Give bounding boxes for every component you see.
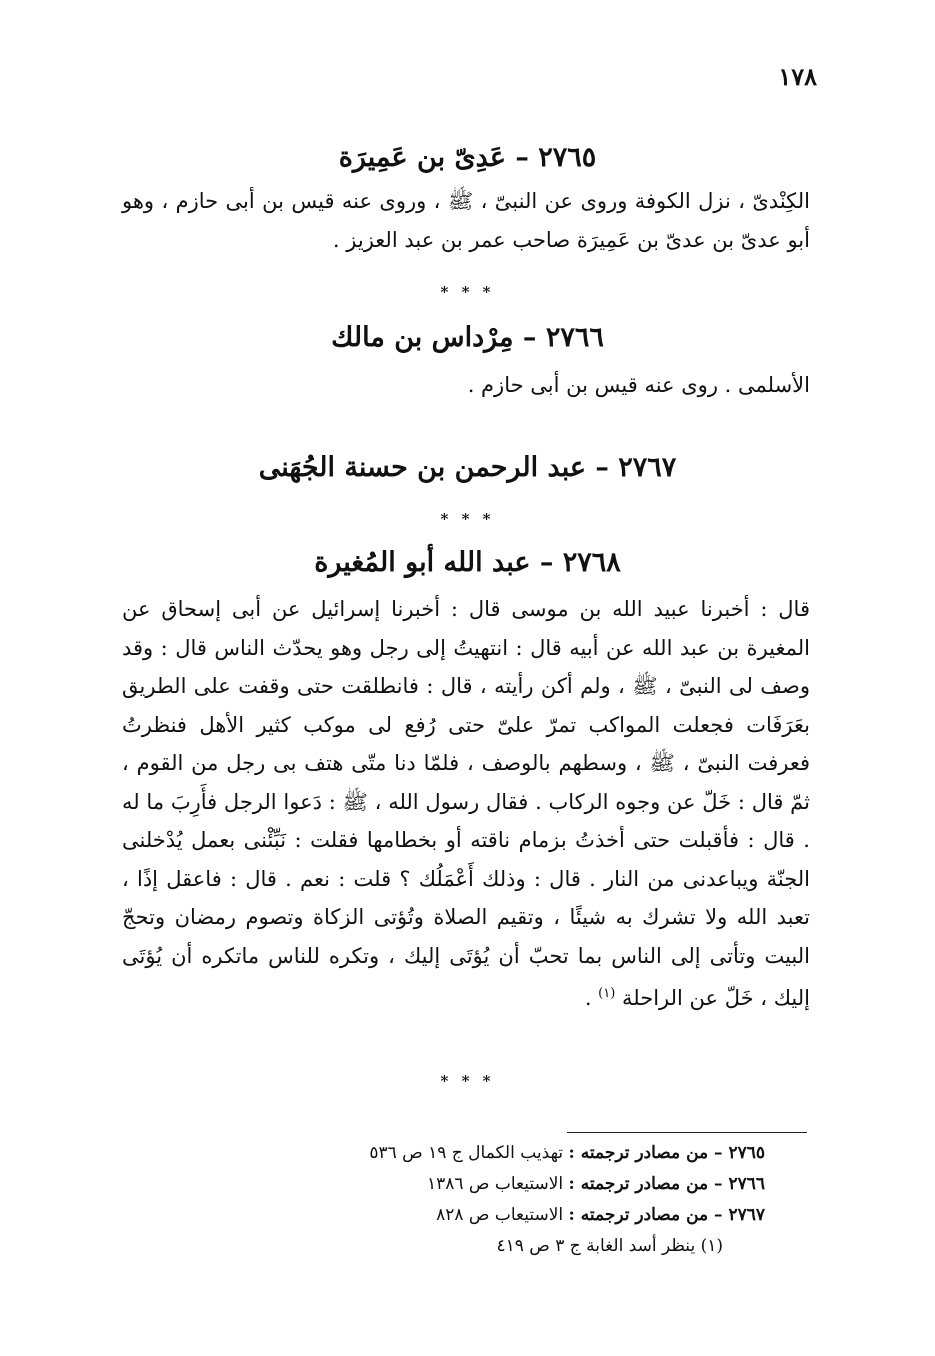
footnote-label: ٢٧٦٥ – من مصادر ترجمته : — [568, 1143, 765, 1163]
section-separator: * * * — [440, 283, 495, 301]
entry-heading-2766: ٢٧٦٦ – مِرْداس بن مالك — [331, 322, 604, 353]
entry-body-2768-end: . — [584, 986, 599, 1010]
footnote-reference: (١) — [598, 986, 616, 1001]
footnote-label: ٢٧٦٧ – من مصادر ترجمته : — [568, 1205, 765, 1225]
entry-heading-2767: ٢٧٦٧ – عبد الرحمن بن حسنة الجُهَنى — [258, 452, 677, 483]
footnote-text: (١) ينظر أسد الغابة ج ٣ ص ٤١٩ — [496, 1236, 723, 1256]
entry-body-2765: الكِنْدىّ ، نزل الكوفة وروى عن النبىّ ، ﷺ ، وروى عنه قيس بن أبى حازم ، وهو أبو عدىّ بن عدىّ بن عَمِيرَة صاحب عمر بن عبد العزيز . — [122, 189, 810, 252]
entry-heading-2768: ٢٧٦٨ – عبد الله أبو المُغيرة — [314, 547, 621, 578]
footnotes — [245, 1138, 765, 1262]
footnote-text: الاستيعاب ص ٨٢٨ — [436, 1205, 569, 1225]
page-number: ١٧٨ — [778, 62, 817, 91]
entry-body-2768-text: قال : أخبرنا عبيد الله بن موسى قال : أخبرنا إسرائيل عن أبى إسحاق عن المغيرة بن عبد الله عن أبيه قال : انتهيتُ إلى رجل وهو يحدّث الناس قال : وقد وصف لى النبىّ ، ﷺ ، ولم أكن رأيته ، قال : فانطلقت حتى وقفت على الطريق بعَرَفَات فجعلت المواكب تمرّ علىّ حتى رُفع لى موكب كثير الأهل فنظرتُ فعرفت النبىّ ، ﷺ ، وسطهم بالوصف ، فلمّا دنا متّى هتف بى رجل من القوم ، ثمّ قال : خَلّ عن وجوه الركاب . فقال رسول الله ، ﷺ : دَعوا الرجل فأَرِبَ ما له . قال : فأقبلت حتى أخذتُ بزمام ناقته أو بخطامها فقلت : نَبِّئْنى بعمل يُدْخلنى الجنّة ويباعدنى من النار . قال : وذلك أَعْمَلُك ؟ قلت : نعم . قال : فاعقل إذًا ، تعبد الله ولا تشرك به شيئًا ، وتقيم الصلاة وتُؤتى الزكاة وتصوم رمضان وتحجّ البيت وتأتى إلى الناس بما تحبّ أن يُؤتَى إليك ، وتكره للناس ماتكره أن يُؤتَى إليك ، خَلّ عن الراحلة — [122, 597, 810, 1010]
footnote-divider — [567, 1132, 807, 1133]
section-separator: * * * — [440, 1072, 495, 1090]
footnote-label: ٢٧٦٦ – من مصادر ترجمته : — [568, 1174, 765, 1194]
entry-body-2768 — [122, 590, 810, 1018]
footnote-2766 — [245, 1169, 765, 1200]
section-separator: * * * — [440, 510, 495, 528]
footnote-2767 — [245, 1200, 765, 1231]
entry-body-2766: الأسلمى . روى عنه قيس بن أبى حازم . — [467, 373, 810, 397]
entry-heading-2765: ٢٧٦٥ – عَدِىّ بن عَمِيرَة — [338, 142, 597, 173]
footnote-text: الاستيعاب ص ١٣٨٦ — [426, 1174, 569, 1194]
footnote-1 — [245, 1231, 723, 1262]
footnote-text: تهذيب الكمال ج ١٩ ص ٥٣٦ — [369, 1143, 569, 1163]
footnote-2765 — [245, 1138, 765, 1169]
